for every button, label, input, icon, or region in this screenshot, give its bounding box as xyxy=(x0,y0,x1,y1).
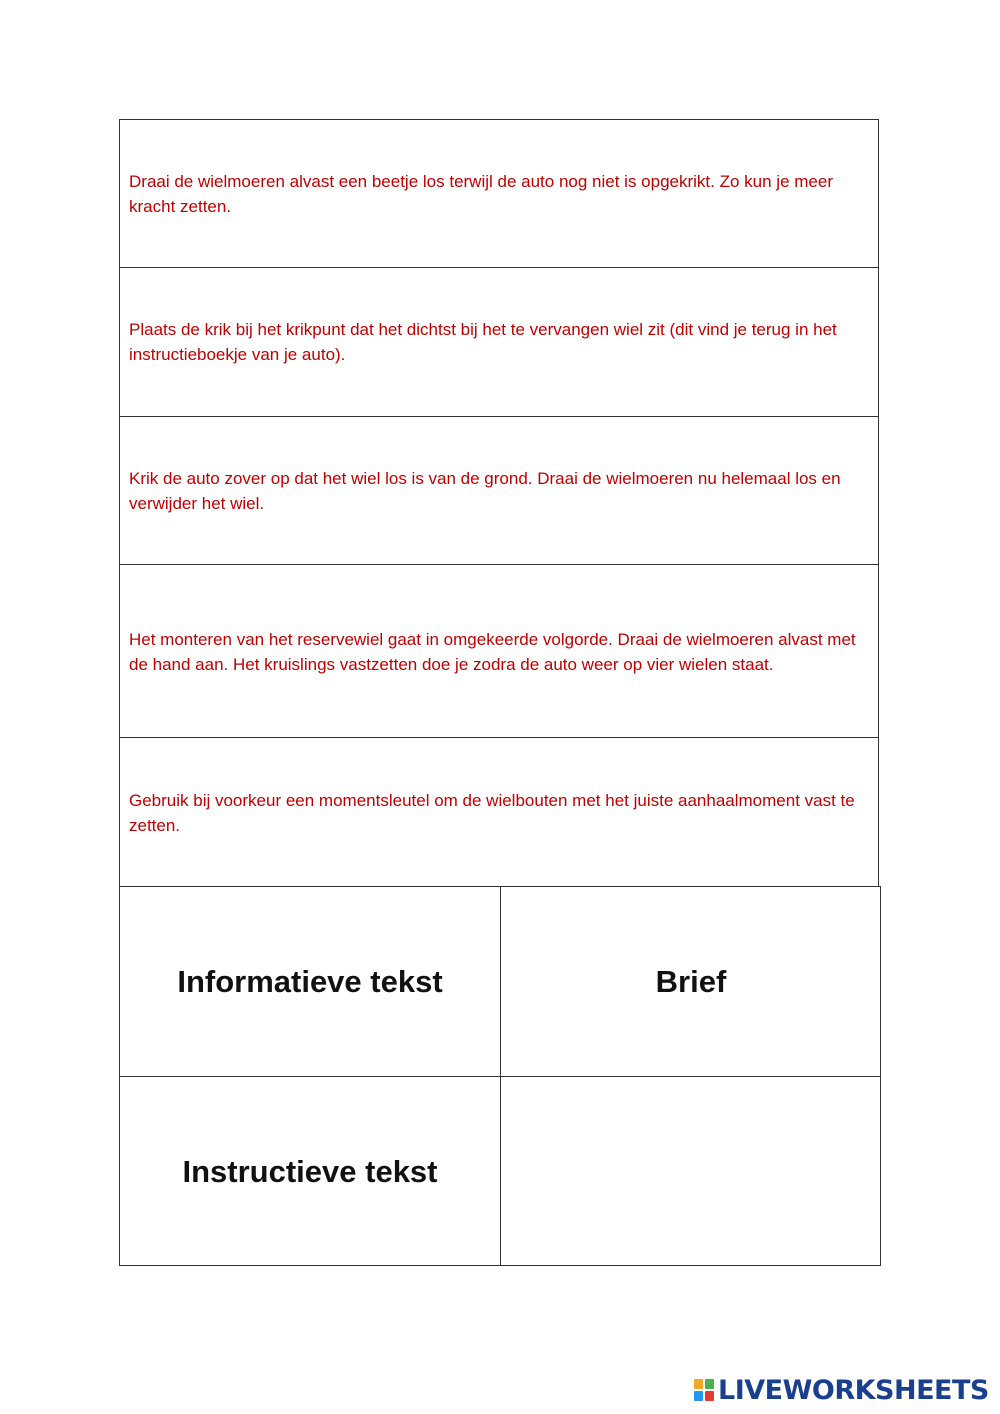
logo-square-4 xyxy=(705,1391,714,1401)
drop-zone-empty[interactable] xyxy=(501,1077,881,1266)
drop-zone-brief[interactable] xyxy=(501,887,881,1076)
step-text-5: Gebruik bij voorkeur een momentsleutel om de wielbouten met het juiste aanhaalmoment vast te zetten. xyxy=(129,790,855,835)
step-text-2: Plaats de krik bij het krikpunt dat het dichtst bij het te vervangen wiel zit (dit vind je terug in het instructieboekje van je auto). xyxy=(129,320,837,364)
category-label-informatieve-tekst: Informatieve tekst xyxy=(177,963,443,999)
logo-square-2 xyxy=(705,1379,714,1389)
step-text-3: Krik de auto zover op dat het wiel los is van de grond. Draai de wielmoeren nu helemaal los en verwijder het wiel. xyxy=(129,469,841,513)
category-label-brief: Brief xyxy=(655,963,727,999)
logo-square-1 xyxy=(694,1379,703,1389)
step-card-3[interactable] xyxy=(119,416,879,565)
brand-name: LIVEWORKSHEETS xyxy=(718,1374,989,1406)
liveworksheets-logo-icon xyxy=(693,1378,715,1402)
drop-zone-informatieve-tekst[interactable] xyxy=(120,887,500,1076)
liveworksheets-logo[interactable] xyxy=(693,1374,989,1406)
drop-zone-instructieve-tekst[interactable] xyxy=(120,1077,500,1266)
step-text-1: Draai de wielmoeren alvast een beetje los terwijl de auto nog niet is opgekrikt. Zo kun je meer kracht zetten. xyxy=(129,172,833,216)
worksheet xyxy=(119,119,881,1266)
category-grid xyxy=(119,886,881,1266)
step-card-4[interactable] xyxy=(119,564,879,738)
category-label-instructieve-tekst: Instructieve tekst xyxy=(182,1153,438,1189)
logo-square-3 xyxy=(694,1391,703,1401)
step-card-1[interactable] xyxy=(119,119,879,268)
step-card-2[interactable] xyxy=(119,267,879,416)
step-text-4: Het monteren van het reservewiel gaat in omgekeerde volgorde. Draai de wielmoeren alvast met de hand aan. Het kruislings vastzetten doe je zodra de auto weer op vier wielen staat. xyxy=(129,629,856,674)
step-card-5[interactable] xyxy=(119,737,879,887)
